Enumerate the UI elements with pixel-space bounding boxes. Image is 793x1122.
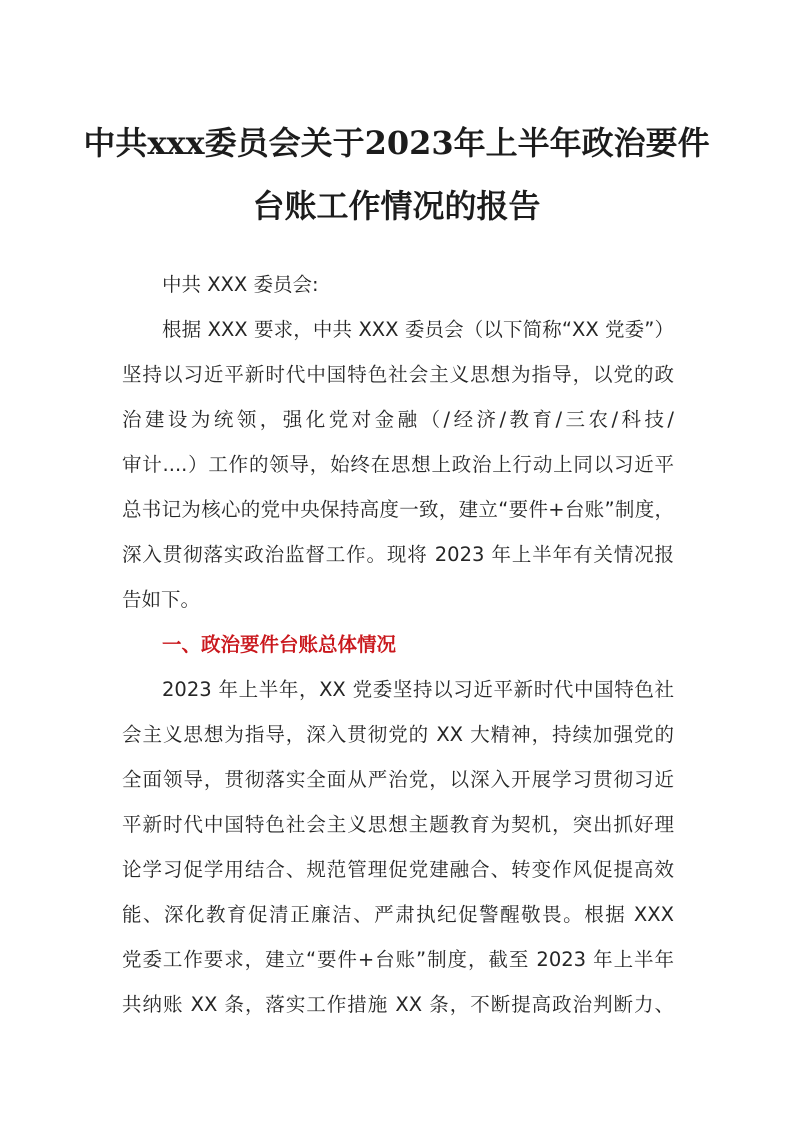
paragraph-line: 治建设为统领，强化党对金融（/经济/教育/三农/科技/ (122, 408, 674, 431)
paragraph-line: 根据 XXX 要求，中共 XXX 委员会（以下简称“XX 党委”） (162, 318, 674, 341)
paragraph-1 (122, 307, 674, 622)
paragraph-line: 告如下。 (122, 588, 201, 611)
paragraph-2 (122, 667, 674, 1027)
title-line-2: 台账工作情况的报告 (252, 187, 541, 225)
paragraph-line: 坚持以习近平新时代中国特色社会主义思想为指导，以党的政 (122, 363, 674, 386)
salutation: 中共 XXX 委员会: (162, 273, 319, 296)
paragraph-line: 总书记为核心的党中央保持高度一致，建立“要件+台账”制度， (122, 498, 674, 521)
section-heading: 一、政治要件台账总体情况 (162, 633, 397, 656)
paragraph-line: 会主义思想为指导，深入贯彻党的 XX 大精神，持续加强党的 (122, 723, 674, 746)
paragraph-line: 平新时代中国特色社会主义思想主题教育为契机，突出抓好理 (122, 813, 674, 836)
paragraph-line: 党委工作要求，建立“要件+台账”制度，截至 2023 年上半年 (122, 948, 674, 971)
title-line-1: 中共xxx委员会关于2023年上半年政治要件 (83, 124, 710, 162)
document-body (122, 262, 674, 1027)
paragraph-line: 能、深化教育促清正廉洁、严肃执纪促警醒敬畏。根据 XXX (122, 903, 674, 926)
paragraph-line: 2023 年上半年，XX 党委坚持以习近平新时代中国特色社 (162, 678, 674, 701)
paragraph-line: 全面领导，贯彻落实全面从严治党，以深入开展学习贯彻习近 (122, 768, 674, 791)
paragraph-line: 深入贯彻落实政治监督工作。现将 2023 年上半年有关情况报 (122, 543, 674, 566)
paragraph-line: 共纳账 XX 条，落实工作措施 XX 条，不断提高政治判断力、 (122, 993, 674, 1016)
document-title (0, 124, 793, 225)
paragraph-line: 审计....）工作的领导，始终在思想上政治上行动上同以习近平 (122, 453, 674, 476)
paragraph-line: 论学习促学用结合、规范管理促党建融合、转变作风促提高效 (122, 858, 674, 881)
